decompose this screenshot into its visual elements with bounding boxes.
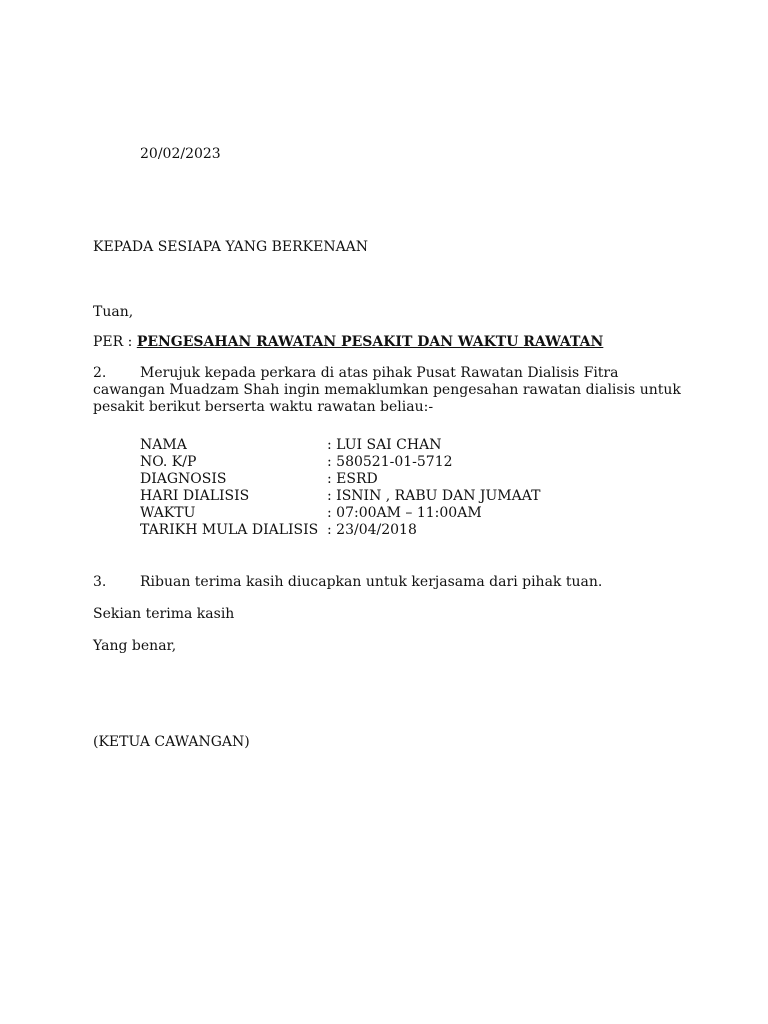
letter-date: 20/02/2023	[140, 146, 221, 162]
detail-row-time	[140, 505, 540, 522]
signoff: Yang benar,	[93, 638, 177, 654]
addressee: KEPADA SESIAPA YANG BERKENAAN	[93, 239, 369, 255]
detail-label: WAKTU	[140, 505, 196, 521]
paragraph-2	[93, 365, 683, 416]
detail-row-dialysis-days	[140, 488, 540, 505]
subject-title: PENGESAHAN RAWATAN PESAKIT DAN WAKTU RAWATAN	[136, 334, 604, 350]
detail-label: NAMA	[140, 437, 187, 453]
detail-label: TARIKH MULA DIALISIS	[140, 522, 319, 538]
paragraph-2-text: Merujuk kepada perkara di atas pihak Pusat Rawatan Dialisis Fitra cawangan Muadzam Shah ingin memaklumkan pengesahan rawatan dialisis untuk pesakit berikut berserta waktu rawatan beliau:-	[93, 365, 681, 415]
signature-title: (KETUA CAWANGAN)	[93, 734, 250, 750]
subject-prefix: PER :	[93, 334, 137, 350]
detail-value: : 580521-01-5712	[327, 454, 453, 470]
subject-line	[93, 334, 603, 351]
detail-value: : LUI SAI CHAN	[327, 437, 442, 453]
detail-value: : 07:00AM – 11:00AM	[327, 505, 482, 521]
paragraph-3-text: Ribuan terima kasih diucapkan untuk kerjasama dari pihak tuan.	[140, 574, 603, 590]
paragraph-3-number: 3.	[93, 574, 107, 590]
paragraph-2-number: 2.	[93, 365, 107, 381]
detail-row-ic-number	[140, 454, 540, 471]
salutation: Tuan,	[93, 304, 134, 320]
detail-label: NO. K/P	[140, 454, 197, 470]
detail-row-name	[140, 437, 540, 454]
closing-remark: Sekian terima kasih	[93, 606, 235, 622]
patient-details-table	[140, 437, 540, 539]
detail-value: : ISNIN , RABU DAN JUMAAT	[327, 488, 541, 504]
paragraph-3	[93, 574, 683, 591]
detail-value: : ESRD	[327, 471, 378, 487]
detail-label: HARI DIALISIS	[140, 488, 250, 504]
detail-row-diagnosis	[140, 471, 540, 488]
detail-value: : 23/04/2018	[327, 522, 417, 538]
detail-label: DIAGNOSIS	[140, 471, 227, 487]
detail-row-start-date	[140, 522, 540, 539]
